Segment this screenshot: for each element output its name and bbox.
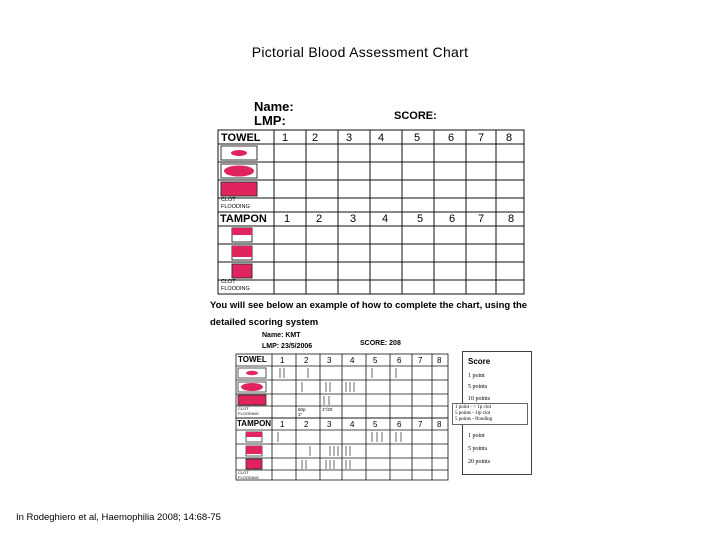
slide-title: Pictorial Blood Assessment Chart xyxy=(251,44,469,60)
example-towel-label: TOWEL xyxy=(238,355,267,364)
day-header: 4 xyxy=(378,132,385,144)
day-header: 4 xyxy=(350,420,355,429)
lmp-label: LMP: xyxy=(254,113,286,128)
towel-label: TOWEL xyxy=(221,132,261,144)
clot-note: 60p xyxy=(298,407,306,412)
day-header: 6 xyxy=(397,420,402,429)
day-header: 2 xyxy=(316,213,323,225)
flooding-label-tampon: FLOODING xyxy=(221,286,250,292)
day-header: 1 xyxy=(280,356,285,365)
clot-note: 1"/20 xyxy=(322,407,333,412)
name-label: Name: xyxy=(254,99,294,114)
day-header: 2 xyxy=(312,132,319,144)
example-score: SCORE: 208 xyxy=(360,340,401,347)
tampon-point-1: 1 point xyxy=(468,433,485,439)
annotation-line: 5 points - 1lp clot xyxy=(455,411,491,416)
day-header: 8 xyxy=(508,213,515,225)
tally-marks xyxy=(278,368,401,469)
example-tampon-heavy-icon xyxy=(246,459,262,469)
day-header: 5 xyxy=(417,213,424,225)
clot-note: 1" xyxy=(298,412,303,417)
towel-point-1: 1 point xyxy=(468,373,485,379)
tampon-point-2: 5 points xyxy=(468,446,488,452)
day-header: 3 xyxy=(327,420,332,429)
citation: In Rodeghiero et al, Haemophilia 2008; 14:68-75 xyxy=(16,512,221,523)
score-key-title: Score xyxy=(468,357,491,366)
day-header: 5 xyxy=(373,356,378,365)
blank-chart-grid xyxy=(216,96,528,296)
day-header: 6 xyxy=(448,132,455,144)
tampon-point-3: 20 points xyxy=(468,459,491,465)
annotation-line: 1 point - < 1p clot xyxy=(455,405,492,410)
day-header: 8 xyxy=(437,420,442,429)
score-label: SCORE: xyxy=(394,110,437,122)
tampon-heavy-icon xyxy=(232,264,252,278)
day-header: 3 xyxy=(346,132,353,144)
clot-flooding-annotation xyxy=(452,403,528,425)
day-header: 6 xyxy=(449,213,456,225)
day-header: 1 xyxy=(282,132,289,144)
day-header: 7 xyxy=(478,213,485,225)
day-header: 3 xyxy=(350,213,357,225)
day-header: 7 xyxy=(418,356,423,365)
example-lmp: LMP: 23/5/2006 xyxy=(262,343,313,350)
example-towel-heavy-icon xyxy=(238,395,266,405)
day-header: 4 xyxy=(350,356,355,365)
day-header: 1 xyxy=(284,213,291,225)
day-header: 5 xyxy=(373,420,378,429)
towel-point-3: 10 points xyxy=(468,396,491,402)
example-name: Name: KMT xyxy=(262,332,301,339)
day-header: 5 xyxy=(414,132,421,144)
day-header: 7 xyxy=(418,420,423,429)
day-header: 2 xyxy=(304,420,309,429)
day-header: 6 xyxy=(397,356,402,365)
example-flooding-label-tampon: FLOODING xyxy=(238,475,259,480)
day-header: 8 xyxy=(437,356,442,365)
day-header: 8 xyxy=(506,132,513,144)
towel-heavy-icon xyxy=(221,182,257,196)
clot-label-tampon: CLOT xyxy=(221,279,236,285)
day-header: 7 xyxy=(478,132,485,144)
annotation-line: 5 points - flooding xyxy=(455,417,493,422)
blank-assessment-chart xyxy=(216,96,528,296)
example-clot-label-tampon: CLOT xyxy=(238,470,249,475)
example-flooding-label: FLOODING xyxy=(238,411,259,416)
day-header: 2 xyxy=(304,356,309,365)
example-clot-label: CLOT xyxy=(238,406,249,411)
clot-label: CLOT xyxy=(221,197,236,203)
tampon-label: TAMPON xyxy=(220,213,267,225)
day-header: 3 xyxy=(327,356,332,365)
day-header: 4 xyxy=(382,213,389,225)
example-intro: You will see below an example of how to complete the chart, using the detailed scoring system xyxy=(210,300,528,328)
day-header: 1 xyxy=(280,420,285,429)
towel-point-2: 5 points xyxy=(468,384,488,390)
example-tampon-label: TAMPON xyxy=(237,419,272,428)
flooding-label: FLOODING xyxy=(221,204,250,210)
